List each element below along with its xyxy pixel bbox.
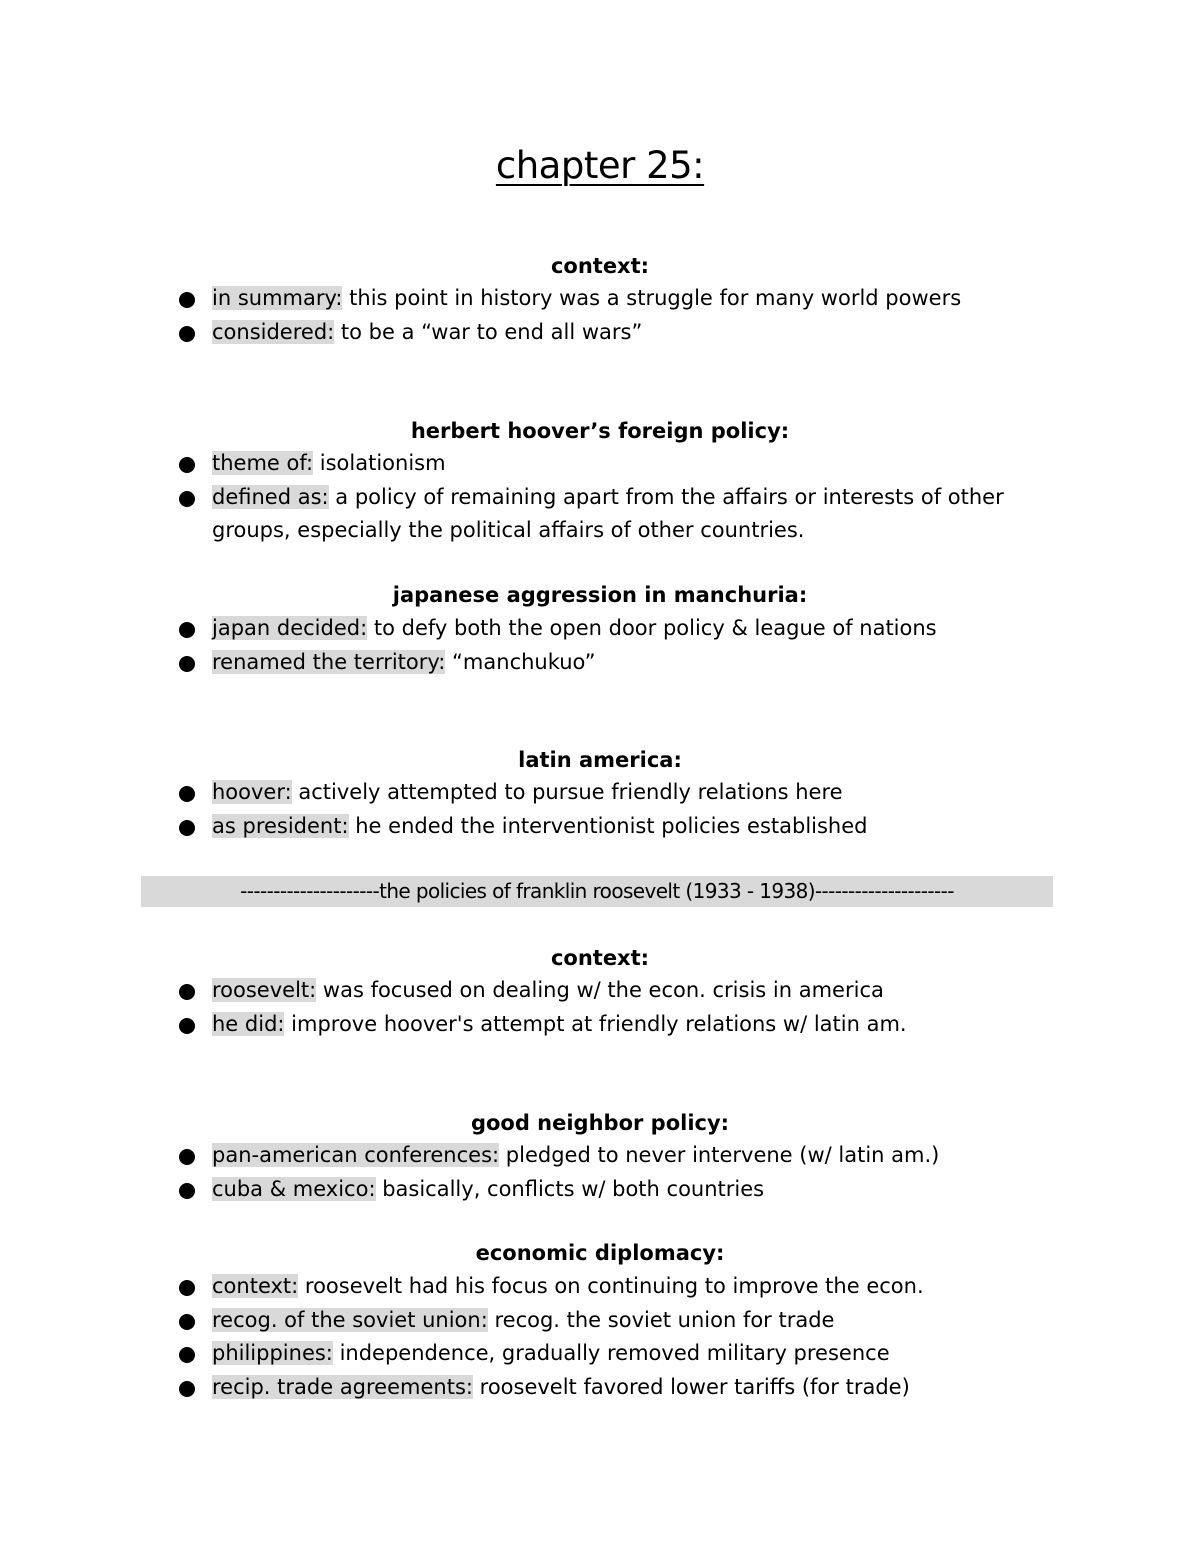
list-item <box>0 1270 1062 1304</box>
bullet-icon <box>179 326 195 342</box>
list-item <box>0 810 1062 844</box>
term-label: recog. of the soviet union: <box>212 1307 488 1332</box>
page-title-text: chapter 25: <box>495 144 705 187</box>
item-text: isolationism <box>313 451 446 475</box>
list-item <box>0 646 1062 680</box>
bullet-icon <box>179 1149 195 1165</box>
item-text: roosevelt favored lower tariffs (for trade) <box>472 1374 910 1399</box>
term-label: considered: <box>212 319 335 344</box>
term-label: cuba & mexico: <box>212 1176 376 1201</box>
term-label: defined as: <box>212 484 329 509</box>
item-text: actively attempted to pursue friendly relations here <box>291 780 843 804</box>
term-label: in summary: <box>212 286 343 310</box>
section-heading: herbert hoover’s foreign policy: <box>410 419 790 443</box>
bullet-icon <box>179 984 195 1000</box>
list-item <box>0 1304 1062 1338</box>
term-label: renamed the territory: <box>212 649 446 674</box>
list-item <box>0 1008 1062 1042</box>
bullet-list <box>0 612 1062 679</box>
section-heading: latin america: <box>518 748 682 772</box>
list-item <box>0 316 1062 350</box>
item-text: roosevelt had his focus on continuing to improve the econ. <box>298 1274 924 1298</box>
bullet-icon <box>179 820 195 836</box>
section-divider: ---------------------the policies of franklin roosevelt (1933 - 1938)--------------------- <box>141 876 1053 907</box>
term-label: hoover: <box>212 780 292 804</box>
list-item <box>0 612 1062 646</box>
item-text: he ended the interventionist policies established <box>348 813 868 838</box>
bullet-list <box>0 776 1062 843</box>
item-text: to be a “war to end all wars” <box>334 319 643 344</box>
section-heading: context: <box>550 946 650 970</box>
list-item <box>0 974 1062 1008</box>
bullet-icon <box>179 1314 195 1330</box>
bullet-icon <box>179 786 195 802</box>
bullet-icon <box>179 457 195 473</box>
list-item <box>0 1173 1062 1207</box>
section-heading: economic diplomacy: <box>475 1241 725 1265</box>
bullet-icon <box>179 1381 195 1397</box>
list-item <box>0 1337 1062 1371</box>
section-heading: good neighbor policy: <box>470 1111 730 1135</box>
bullet-icon <box>179 1018 195 1034</box>
term-label: pan-american conferences: <box>212 1143 500 1167</box>
bullet-list <box>0 447 1062 548</box>
list-item <box>0 1371 1062 1405</box>
term-label: he did: <box>212 1011 285 1036</box>
term-label: recip. trade agreements: <box>212 1374 473 1399</box>
bullet-icon <box>179 1183 195 1199</box>
item-text: recog. the soviet union for trade <box>487 1307 835 1332</box>
bullet-list <box>0 974 1062 1041</box>
item-text: improve hoover's attempt at friendly relations w/ latin am. <box>284 1011 907 1036</box>
term-label: theme of: <box>212 451 314 475</box>
term-label: context: <box>212 1274 299 1298</box>
term-label: as president: <box>212 813 349 838</box>
bullet-icon <box>179 491 195 507</box>
list-item <box>0 776 1062 810</box>
bullet-list <box>0 282 1062 349</box>
bullet-icon <box>179 292 195 308</box>
item-text: this point in history was a struggle for many world powers <box>342 286 962 310</box>
term-label: philippines: <box>212 1341 333 1365</box>
item-text: pledged to never intervene (w/ latin am.) <box>499 1143 940 1167</box>
item-text: independence, gradually removed military presence <box>332 1341 890 1365</box>
list-item <box>0 481 1062 548</box>
list-item <box>0 447 1062 481</box>
item-text: was focused on dealing w/ the econ. crisis in america <box>316 978 884 1002</box>
item-text: “manchukuo” <box>445 649 596 674</box>
item-text: to defy both the open door policy & league of nations <box>367 616 937 640</box>
item-text: basically, conflicts w/ both countries <box>375 1176 765 1201</box>
list-item <box>0 1139 1062 1173</box>
bullet-icon <box>179 1347 195 1363</box>
section-heading: japanese aggression in manchuria: <box>392 583 808 607</box>
term-label: roosevelt: <box>212 978 317 1002</box>
bullet-icon <box>179 1280 195 1296</box>
term-label: japan decided: <box>212 616 368 640</box>
bullet-icon <box>179 622 195 638</box>
section-heading: context: <box>550 254 650 278</box>
bullet-list <box>0 1139 1062 1206</box>
bullet-list <box>0 1270 1062 1404</box>
bullet-icon <box>179 656 195 672</box>
item-text: a policy of remaining apart from the affairs or interests of other groups, especially the political affairs of other countries. <box>212 484 1004 542</box>
list-item <box>0 282 1062 316</box>
page-title <box>0 140 1200 192</box>
